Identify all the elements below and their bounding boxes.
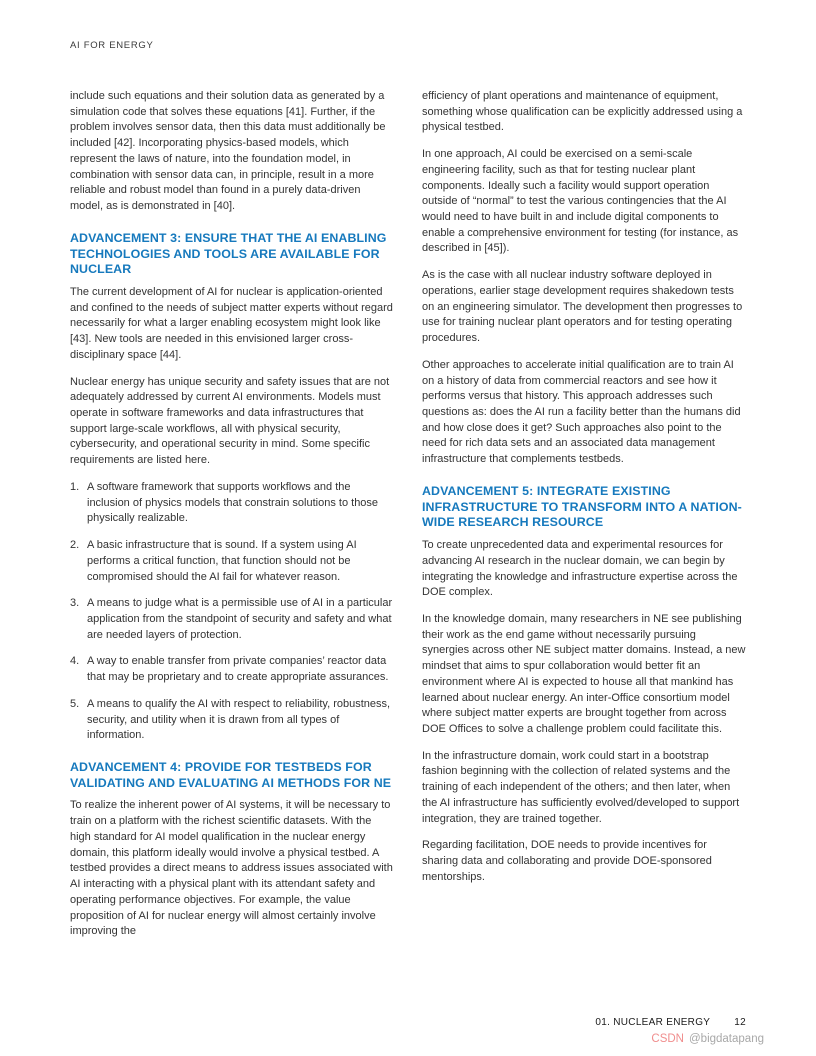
- paragraph-adv5-infrastructure-domain: In the infrastructure domain, work could start in a bootstrap fashion beginning with the collection of related systems and the training of each independent of the others; and then later, when the AI infrastructure has sufficiently evolved/developed to support integration, they are trained together.: [422, 749, 740, 825]
- running-header: AI FOR ENERGY: [70, 40, 154, 51]
- list-item-requirement-5: A means to qualify the AI with respect to reliability, robustness, security, and utility when it is drawn from all types of information.: [87, 697, 391, 742]
- watermark: [651, 1033, 764, 1045]
- paragraph-adv3-ecosystem: The current development of AI for nuclear is application-oriented and confined to the needs of subject matter experts without regard necessarily for what a larger enabling ecosystem might look like [43]. New tools are needed in this envisioned larger cross-disciplinary space [44].: [70, 286, 393, 361]
- right-column: [422, 89, 746, 951]
- paragraph-foundation-model: include such equations and their solution data as generated by a simulation code that solves these equations [41]. Further, if the problem involves sensor data, then this data must additionally be included [42]. Incorporating physics-based models, which represent the laws of nature, into the foundation model, in combination with sensor data can, in principle, result in a more reliable and robust model than found in a purely data-driven model, as is demonstrated in [40].: [70, 90, 386, 213]
- paragraph-adv4-testbed: To realize the inherent power of AI systems, it will be necessary to train on a platform with the richest scientific datasets. With the high standard for AI model qualification in the nuclear energy domain, this platform ideally would involve a physical testbed. A testbed provides a direct means to address issues associated with AI interacting with a physical plant with its attendant safety and operating performance objectives. For example, the value proposition of AI for nuclear energy will almost certainly involve improving the: [70, 799, 393, 938]
- list-item-requirement-4: A way to enable transfer from private companies’ reactor data that may be proprietary and to create appropriate assurances.: [87, 655, 389, 684]
- paragraph-adv5-resources: To create unprecedented data and experimental resources for advancing AI research in the nuclear domain, we can begin by integrating the knowledge and infrastructure expertise across the DOE complex.: [422, 539, 738, 599]
- paragraph-other-approaches: Other approaches to accelerate initial qualification are to train AI on a history of data from commercial reactors and see how it performs versus that history. This approach addresses such questions as: does the AI run a facility better than the humans did and how close does it get? Such approaches also point to the need for rich data sets and an associated data management infrastructure that complements testbeds.: [422, 358, 741, 466]
- paragraph-testbed-continuation: efficiency of plant operations and maintenance of equipment, something whose qualification can be explicitly addressed using a physical testbed.: [422, 90, 743, 134]
- two-column-layout: [70, 89, 746, 951]
- section-heading-advancement-4: ADVANCEMENT 4: PROVIDE FOR TESTBEDS FOR VALIDATING AND EVALUATING AI METHODS FOR NE: [70, 759, 392, 790]
- list-item-requirement-3: A means to judge what is a permissible use of AI in a particular application from the standpoint of security and safety and what are needed layers of protection.: [87, 597, 393, 641]
- requirements-numbered-list: [70, 480, 394, 744]
- left-column: [70, 89, 394, 951]
- paragraph-adv5-facilitation: Regarding facilitation, DOE needs to provide incentives for sharing data and collaborating and provide DOE-sponsored mentorships.: [422, 839, 712, 883]
- footer-section-label: 01. NUCLEAR ENERGY: [595, 1017, 711, 1028]
- page-footer: [595, 1017, 746, 1028]
- paragraph-adv5-knowledge-domain: In the knowledge domain, many researchers in NE see publishing their work as the end game without necessarily pursuing synergies across other NE subject matter domains. Instead, a new mindset that aims to spur collaboration would better fit an environment where AI is expected to house all that mankind has learned about nuclear energy. An inter-Office consortium model where subject matter experts are brought together from across DOE Offices to solve a challenge problem could facilitate this.: [422, 612, 746, 735]
- watermark-username-text: @bigdatapang: [689, 1033, 764, 1045]
- watermark-brand-text: CSDN: [651, 1033, 684, 1045]
- paragraph-engineering-simulator: As is the case with all nuclear industry software deployed in operations, earlier stage development requires shakedown tests on an engineering simulator. The development then progresses to use for training nuclear plant operators and for testing operating procedures.: [422, 269, 743, 345]
- footer-page-number: 12: [734, 1017, 746, 1028]
- section-heading-advancement-3: ADVANCEMENT 3: ENSURE THAT THE AI ENABLING TECHNOLOGIES AND TOOLS ARE AVAILABLE FOR NUCLEAR: [70, 230, 387, 277]
- section-heading-advancement-5: ADVANCEMENT 5: INTEGRATE EXISTING INFRASTRUCTURE TO TRANSFORM INTO A NATION-WIDE RESEARCH RESOURCE: [422, 483, 742, 530]
- list-item-requirement-2: A basic infrastructure that is sound. If a system using AI performs a critical function, that function should not be compromised should the AI fail for whatever reason.: [87, 539, 357, 583]
- paragraph-adv3-security: Nuclear energy has unique security and safety issues that are not adequately addressed by current AI environments. Models must operate in software frameworks and data infrastructures that support large-scale workflows, all with physical security, cybersecurity, and operational security in mind. Some specific requirements are listed here.: [70, 375, 390, 467]
- paragraph-semi-scale-facility: In one approach, AI could be exercised on a semi-scale engineering facility, such as that for testing nuclear plant components. Ideally such a facility would support operation outside of “normal” to test the various contingencies that the AI would need to have built in and include digital components to enable a comprehensive environment for testing (for instance, as described in [45]).: [422, 148, 739, 255]
- list-item-requirement-1: A software framework that supports workflows and the inclusion of physics models that constrain solutions to those physically realizable.: [87, 480, 379, 525]
